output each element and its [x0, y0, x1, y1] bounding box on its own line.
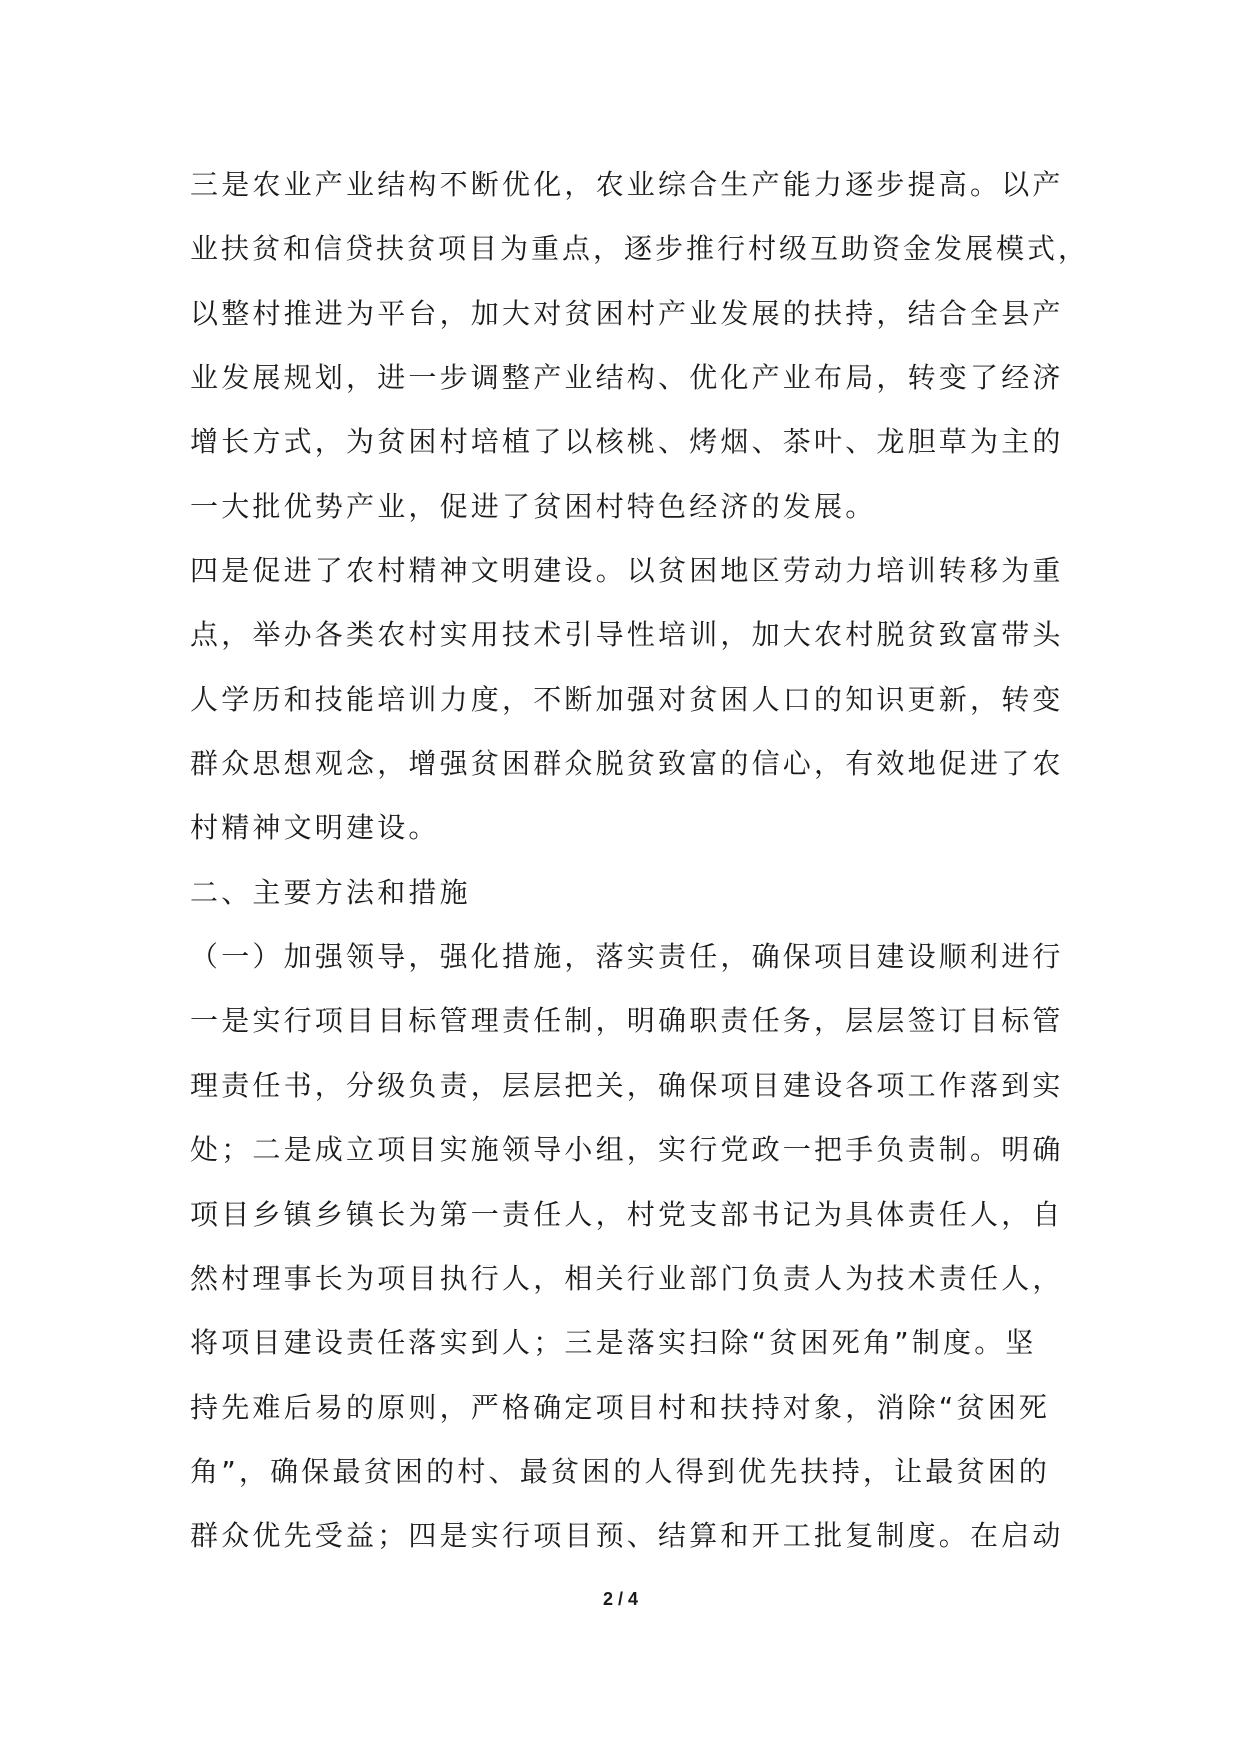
text-line: 人学历和技能培训力度，不断加强对贫困人口的知识更新，转变	[190, 682, 1064, 716]
text-line: 群众思想观念，增强贫困群众脱贫致富的信心，有效地促进了农	[190, 747, 1064, 781]
text-line: 以整村推进为平台，加大对贫困村产业发展的扶持，结合全县产	[190, 296, 1064, 330]
text-line: 项目乡镇乡镇长为第一责任人，村党支部书记为具体责任人，自	[190, 1197, 1064, 1231]
text-line: 点，举办各类农村实用技术引导性培训，加大农村脱贫致富带头	[190, 618, 1064, 652]
text-line: 业扶贫和信贷扶贫项目为重点，逐步推行村级互助资金发展模式，	[190, 232, 1090, 266]
text-line: 角”，确保最贫困的村、最贫困的人得到优先扶持，让最贫困的	[190, 1454, 1051, 1488]
body-text	[190, 153, 1090, 1569]
text-line: 处；二是成立项目实施领导小组，实行党政一把手负责制。明确	[190, 1133, 1064, 1167]
text-line: 理责任书，分级负责，层层把关，确保项目建设各项工作落到实	[190, 1068, 1064, 1102]
text-line: 将项目建设责任落实到人；三是落实扫除“贫困死角”制度。坚	[190, 1326, 1037, 1360]
text-line: 业发展规划，进一步调整产业结构、优化产业布局，转变了经济	[190, 361, 1064, 395]
text-line: 四是促进了农村精神文明建设。以贫困地区劳动力培训转移为重	[190, 554, 1064, 588]
page-number: 2 / 4	[602, 1589, 639, 1609]
text-line: 持先难后易的原则，严格确定项目村和扶持对象，消除“贫困死	[190, 1390, 1051, 1424]
text-line: 村精神文明建设。	[190, 811, 440, 845]
text-line: 群众优先受益；四是实行项目预、结算和开工批复制度。在启动	[190, 1519, 1064, 1553]
text-line: 增长方式，为贫困村培植了以核桃、烤烟、茶叶、龙胆草为主的	[190, 425, 1064, 459]
section-heading: 二、主要方法和措施	[190, 875, 471, 909]
text-line: 然村理事长为项目执行人，相关行业部门负责人为技术责任人，	[190, 1261, 1064, 1295]
text-line: 三是农业产业结构不断优化，农业综合生产能力逐步提高。以产	[190, 168, 1064, 201]
subsection-heading: （一）加强领导，强化措施，落实责任，确保项目建设顺利进行	[190, 940, 1064, 974]
text-line: 一是实行项目目标管理责任制，明确职责任务，层层签订目标管	[190, 1004, 1064, 1038]
text-line: 一大批优势产业，促进了贫困村特色经济的发展。	[190, 489, 877, 523]
